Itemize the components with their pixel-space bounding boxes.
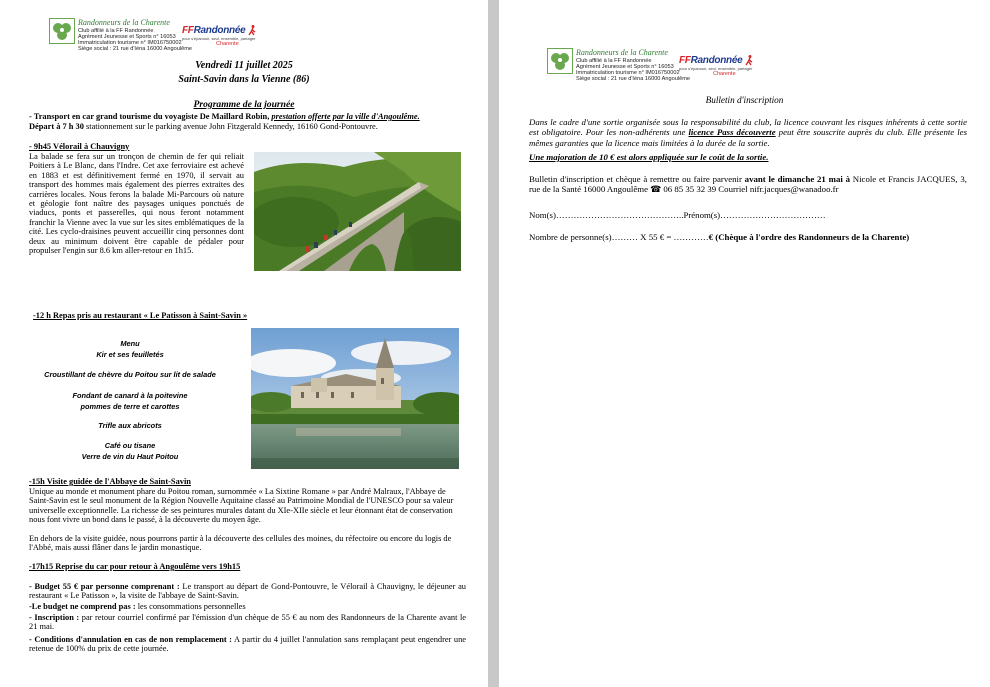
ff-main: Randonnée <box>690 55 743 67</box>
visite-text-2: En dehors de la visite guidée, nous pourrons partir à la découverte des cellules des moines, du réfectoire ou encore du logis de l'Abbé, mais aussi flâner dans le jardin monastique. <box>29 534 452 553</box>
majoration-line: Une majoration de 10 € est alors appliquée sur le coût de la sortie. <box>529 152 769 162</box>
bulletin-title: Bulletin d'inscription <box>705 95 784 105</box>
reprise-title: -17h15 Reprise du car pour retour à Angoulême vers 19h15 <box>29 562 241 571</box>
non-compris-line: -Le budget ne comprend pas : les consommations personnelles <box>29 602 246 611</box>
ff-prefix: FF <box>679 55 691 67</box>
nombre-blank[interactable]: ……… <box>611 232 638 242</box>
club-logo <box>547 48 690 82</box>
clover-icon <box>547 48 573 74</box>
ffrandonnee-logo <box>679 55 754 77</box>
depart-line: Départ à 7 h 30 stationnement sur le parking avenue John Fitzgerald Kennedy, 16160 Gond-Pontouvre. <box>29 122 378 131</box>
event-place: Saint-Savin dans la Vienne (86) <box>178 74 310 85</box>
annulation-paragraph: - Conditions d'annulation en cas de non remplacement : A partir du 4 juillet l'annulation sans remplaçant peut engendrer une retenue de 100% du prix de cette journée. <box>29 635 466 654</box>
prenom-blank[interactable]: ……………………………… <box>720 210 826 220</box>
club-line: Club affilié à la FF Randonnée <box>576 58 652 64</box>
intro-paragraph: Dans le cadre d'une sortie organisée sous la responsabilité du club, la licence couvrant les risques inhérents à cette sortie est obligatoire. Pour les non-adhérents une licence Pass découverte peut être souscrite auprès du club. Elle présente les mêmes garanties que la licence mais limitées à la durée de la sortie. <box>529 117 967 148</box>
prix-label: X 55 € = <box>637 232 674 242</box>
menu-item: Croustillant de chèvre du Poitou sur lit de salade <box>44 370 216 379</box>
menu-item: Verre de vin du Haut Poitou <box>81 452 179 461</box>
ff-region: Charente <box>216 41 239 48</box>
inscription-paragraph: - Inscription : par retour courriel confirmé par l'émission d'un chèque de 55 € au nom des Randonneurs de la Charente avant le 21 mai. <box>29 613 467 632</box>
club-line: Immatriculation tourisme n° IM016750002 <box>576 70 680 76</box>
club-line: Club affilié à la FF Randonnée <box>78 28 154 34</box>
programme-title: Programme de la journée <box>193 99 295 110</box>
nom-label: Nom(s) <box>529 210 556 220</box>
nombre-label: Nombre de personne(s) <box>529 232 612 242</box>
ff-region: Charente <box>713 71 736 78</box>
menu-item: Trifle aux abricots <box>98 421 162 430</box>
ffrandonnee-logo <box>182 25 257 47</box>
ff-main: Randonnée <box>193 25 246 37</box>
cheque-note: € (Chèque à l'ordre des Randonneurs de la Charente) <box>708 232 910 242</box>
menu-item: Café ou tisane <box>104 441 156 450</box>
velorail-text: La balade se fera sur un tronçon de chemin de fer qui reliait Poitiers à Le Blanc, dans l'Indre. Cet axe ferroviaire est achevé en 1883 et est définitivement fermé en 1970, il servait au transport des hommes mais également des pierres extraites des carrières locales. Nous ferons la balade Mi-Parcours où nature et géologie font naître des paysages uniques ponctués de viaducs, ponts et passerelles, qui nous feront notamment franchir la Vienne avec la vue sur les sites emblématiques de la cité. Les cyclo-draisines peuvent accueillir cinq personnes dont deux au minimum doivent être capable de pédaler pour propulser l'engin sur 8.6 km aller-retour en 1h15. <box>29 152 244 256</box>
menu-item: Fondant de canard à la poitevine <box>72 391 188 400</box>
ff-tagline: pour s'épanouir, seul, ensemble, partager <box>679 66 753 72</box>
total-blank[interactable]: ………… <box>673 232 709 242</box>
walker-icon <box>745 55 754 66</box>
visite-text-1: Unique au monde et monument phare du Poitou roman, surnommée « La Sixtine Romane » par André Malraux, l'Abbaye de Saint-Savin est le seul monument de la Région Nouvelle Aquitaine classé au Patrimoine Mondial de l'UNESCO pour sa valeur universelle exceptionnelle. La richesse de ses peintures murales datant du XIe-XIIe siècle et leur étonnant état de conservation nous font vivre un bond dans le passé, à la découverte du moyen âge. <box>29 487 454 525</box>
document-page-1 <box>0 0 488 687</box>
repas-title: -12 h Repas pris au restaurant « Le Patisson à Saint-Savin » <box>33 311 248 320</box>
document-page-2 <box>499 0 990 687</box>
menu-item: Kir et ses feuilletés <box>96 350 164 359</box>
clover-icon <box>49 18 75 44</box>
club-line: Siège social : 21 rue d'Iéna 16000 Angoulême <box>576 76 690 82</box>
velorail-title: - 9h45 Vélorail à Chauvigny <box>29 142 130 151</box>
club-line: Siège social : 21 rue d'Iéna 16000 Angoulême <box>78 46 192 52</box>
club-name: Randonneurs de la Charente <box>78 18 170 27</box>
nom-blank[interactable]: …………………………………… <box>555 210 680 220</box>
club-line: Agrément Jeunesse et Sports n° 16053 <box>78 34 176 40</box>
club-line: Agrément Jeunesse et Sports n° 16053 <box>576 64 674 70</box>
remettre-paragraph: Bulletin d'inscription et chèque à remettre ou faire parvenir avant le dimanche 21 mai à Nicole et Francis JACQUES, 3, rue de la Santé 16000 Angoulême ☎ 06 85 35 32 39 Courriel nifr.jacques@wanadoo.fr <box>529 174 967 195</box>
ff-prefix: FF <box>182 25 194 37</box>
nom-prenom-field[interactable] <box>529 210 969 220</box>
menu-heading: Menu <box>120 339 140 348</box>
budget-paragraph: - Budget 55 € par personne comprenant : Le transport au départ de Gond-Pontouvre, le Vélorail à Chauvigny, le déjeuner au restaurant « Le Patisson », la visite de l'abbaye de Saint-Savin. <box>29 582 466 601</box>
club-line: Immatriculation tourisme n° IM016750002 <box>78 40 182 46</box>
transport-line: - Transport en car grand tourisme du voyagiste De Maillard Robin, prestation offerte par la ville d'Angoulême. <box>29 112 420 121</box>
prenom-label: ..Prénom(s) <box>679 210 721 220</box>
walker-icon <box>248 25 257 36</box>
ff-tagline: pour s'épanouir, seul, ensemble, partager <box>182 36 256 42</box>
visite-title: -15h Visite guidée de l'Abbaye de Saint-Savin <box>29 477 191 486</box>
abbey-photo <box>251 328 459 469</box>
club-name: Randonneurs de la Charente <box>576 48 668 57</box>
nombre-personnes-field[interactable] <box>529 232 979 242</box>
menu-item: pommes de terre et carottes <box>80 402 180 411</box>
velorail-viaduct-photo <box>254 152 461 271</box>
event-date: Vendredi 11 juillet 2025 <box>195 60 293 71</box>
club-logo <box>49 18 192 52</box>
